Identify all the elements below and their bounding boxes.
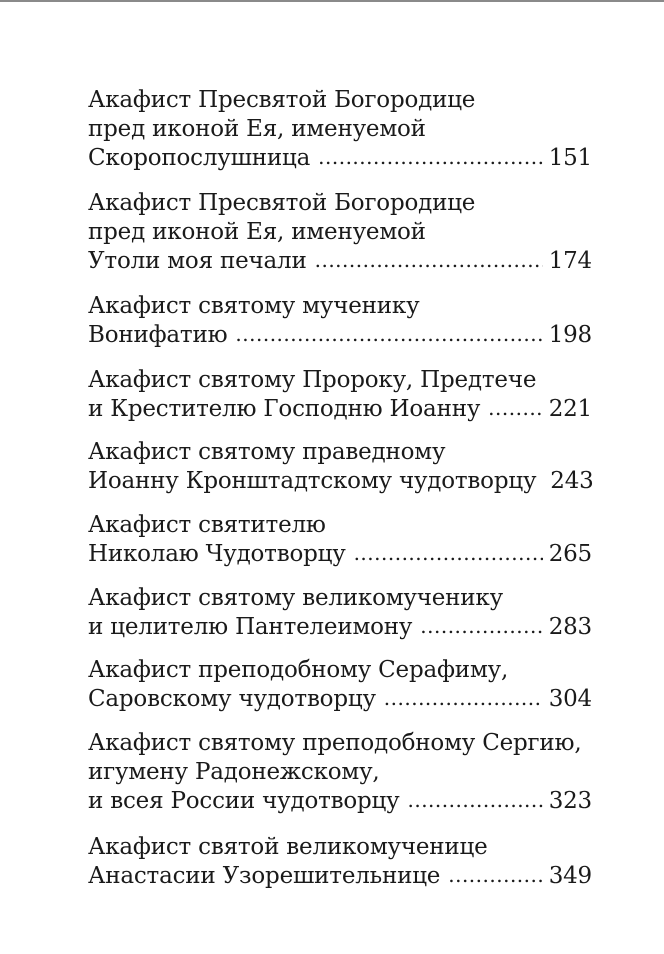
page-number: 174 xyxy=(548,248,592,274)
entry-title-line: и Крестителю Господню Иоанну xyxy=(88,396,481,422)
entry-title-line: Акафист святому праведному xyxy=(88,439,446,465)
page-number: 265 xyxy=(548,541,592,567)
entry-title-line: Иоанну Кронштадтскому чудотворцу xyxy=(88,468,537,494)
toc-entry[interactable] xyxy=(88,366,592,424)
entry-title-line: Акафист святому мученику xyxy=(88,293,420,319)
entry-title-line: Вонифатию xyxy=(88,322,228,348)
entry-title-line: Акафист святому преподобному Сергию, xyxy=(88,730,582,756)
entry-title-line: Николаю Чудотворцу xyxy=(88,541,346,567)
dot-leader xyxy=(420,612,542,641)
entry-last-line xyxy=(88,862,592,891)
dot-leader xyxy=(318,143,543,172)
entry-title-line: Акафист Пресвятой Богородице xyxy=(88,87,476,113)
toc-entry[interactable] xyxy=(88,833,592,891)
toc-entry[interactable] xyxy=(88,729,592,816)
dot-leader xyxy=(354,539,543,568)
dot-leader xyxy=(407,786,542,815)
dot-leader xyxy=(448,861,542,890)
entry-title-line: Акафист Пресвятой Богородице xyxy=(88,190,476,216)
entry-title-line: пред иконой Ея, именуемой xyxy=(88,219,426,245)
dot-leader xyxy=(488,394,543,423)
page-number: 243 xyxy=(550,468,594,494)
toc-entry[interactable] xyxy=(88,511,592,569)
page-number: 304 xyxy=(548,686,592,712)
page-number: 151 xyxy=(548,145,592,171)
toc-entry[interactable] xyxy=(88,584,592,642)
page-number: 221 xyxy=(548,396,592,422)
entry-title-line: Саровскому чудотворцу xyxy=(88,686,376,712)
page-number: 323 xyxy=(548,788,592,814)
entry-title-line: Акафист святому великомученику xyxy=(88,585,503,611)
entry-last-line xyxy=(88,144,592,173)
entry-last-line xyxy=(88,247,592,276)
entry-last-line xyxy=(88,467,592,496)
toc-entry[interactable] xyxy=(88,189,592,276)
entry-title-line: Акафист святителю xyxy=(88,512,326,538)
toc-entry[interactable] xyxy=(88,438,592,496)
entry-title-line: игумену Радонежскому, xyxy=(88,759,380,785)
toc-entry[interactable] xyxy=(88,86,592,173)
dot-leader xyxy=(235,320,542,349)
entry-last-line xyxy=(88,685,592,714)
page-number: 283 xyxy=(548,614,592,640)
entry-title-line: пред иконой Ея, именуемой xyxy=(88,116,426,142)
entry-last-line xyxy=(88,321,592,350)
entry-last-line xyxy=(88,787,592,816)
entry-title-line: и целителю Пантелеимону xyxy=(88,614,413,640)
toc-entry[interactable] xyxy=(88,656,592,714)
entry-title-line: Акафист преподобному Серафиму, xyxy=(88,657,509,683)
entry-title-line: Акафист святой великомученице xyxy=(88,834,488,860)
dot-leader xyxy=(315,246,543,275)
entry-last-line xyxy=(88,540,592,569)
entry-title-line: Утоли моя печали xyxy=(88,248,307,274)
entry-title-line: и всея России чудотворцу xyxy=(88,788,400,814)
entry-title-line: Акафист святому Пророку, Предтече xyxy=(88,367,537,393)
entry-last-line xyxy=(88,395,592,424)
page-number: 349 xyxy=(548,863,592,889)
page-number: 198 xyxy=(548,322,592,348)
entry-title-line: Анастасии Узорешительнице xyxy=(88,863,441,889)
top-border-line xyxy=(0,0,664,2)
entry-title-line: Скоропослушница xyxy=(88,145,311,171)
entry-last-line xyxy=(88,613,592,642)
dot-leader xyxy=(384,684,543,713)
toc-entry[interactable] xyxy=(88,292,592,350)
